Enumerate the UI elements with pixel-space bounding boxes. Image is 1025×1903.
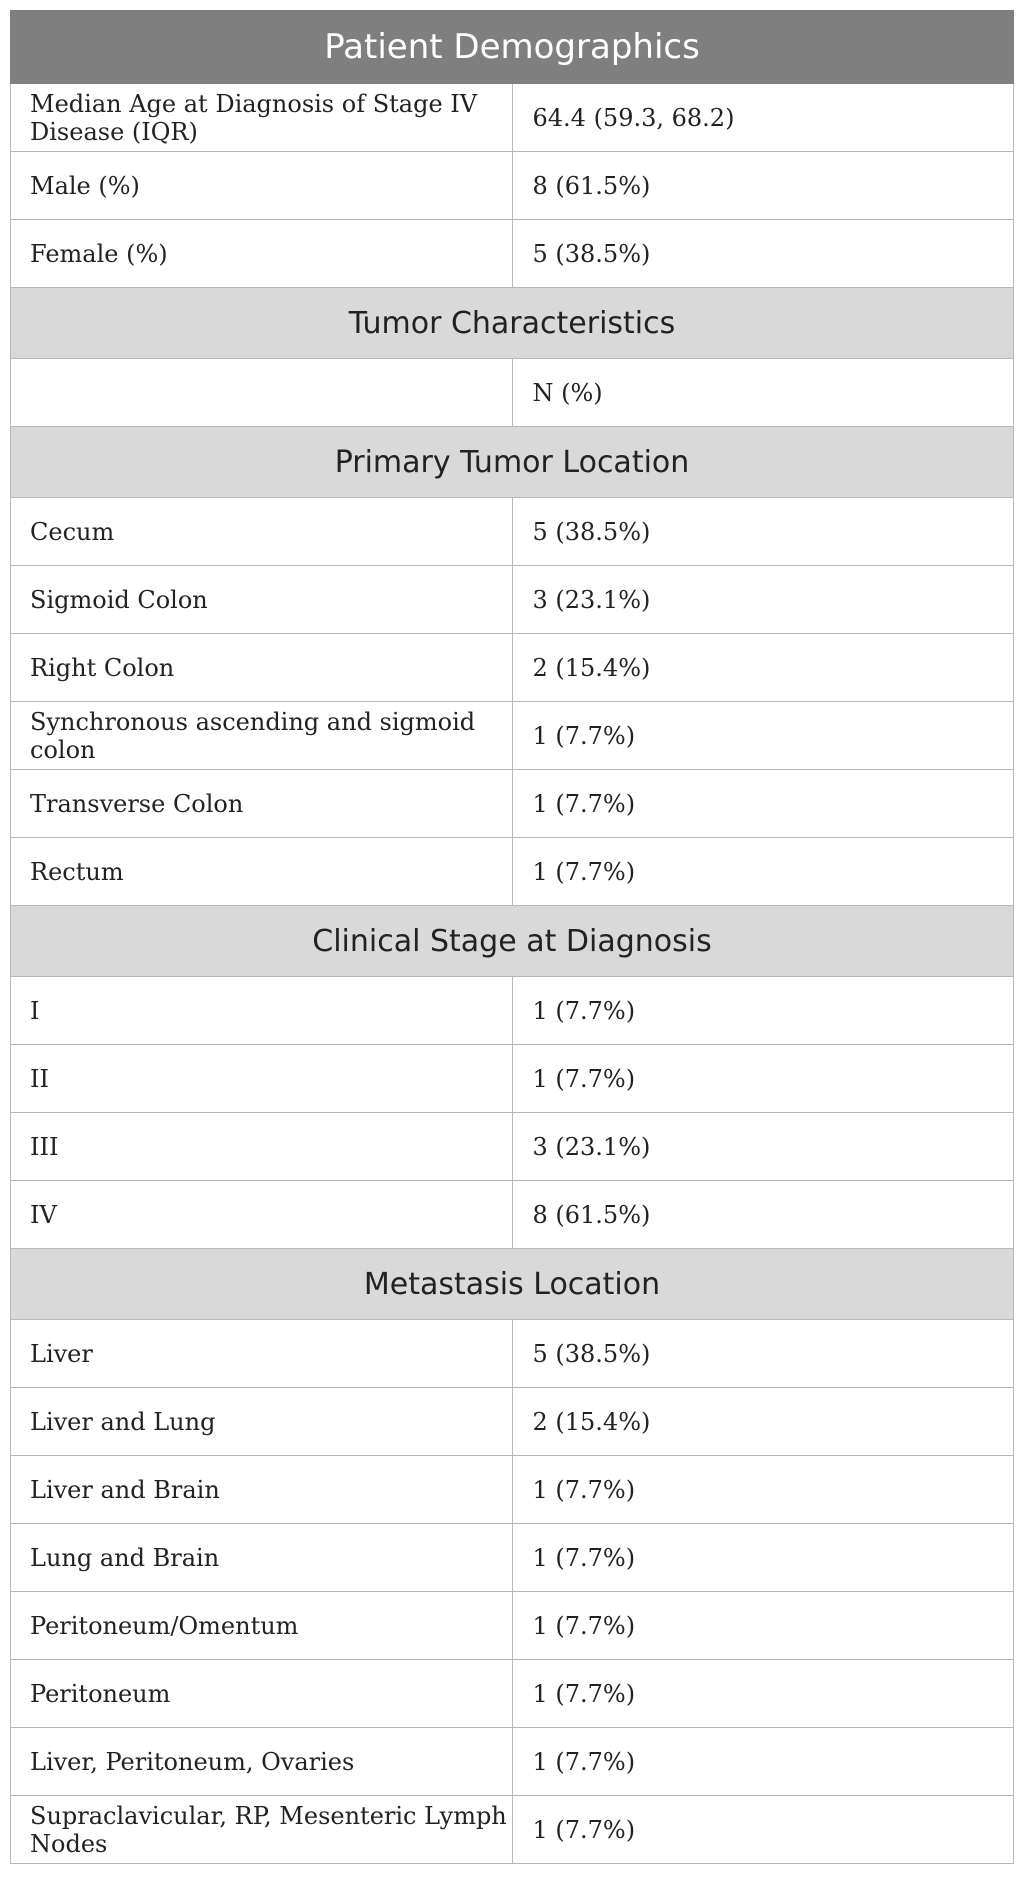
section-header-primary-tumor-location: Primary Tumor Location [11,427,1014,498]
table-row [11,1524,1014,1592]
row-label: Male (%) [11,152,513,220]
row-value: 1 (7.7%) [512,1796,1014,1864]
row-value: 1 (7.7%) [512,1524,1014,1592]
row-value: 1 (7.7%) [512,838,1014,906]
section-header-tumor-characteristics: Tumor Characteristics [11,288,1014,359]
table-title-row [11,11,1014,84]
row-value: 2 (15.4%) [512,1388,1014,1456]
table-row [11,566,1014,634]
row-label: Peritoneum/Omentum [11,1592,513,1660]
table-body [11,11,1014,1864]
row-label [11,359,513,427]
row-label: Liver, Peritoneum, Ovaries [11,1728,513,1796]
row-value: 1 (7.7%) [512,977,1014,1045]
table-row [11,1456,1014,1524]
row-value: 64.4 (59.3, 68.2) [512,84,1014,152]
row-label: Median Age at Diagnosis of Stage IV Disease (IQR) [11,84,513,152]
table-row [11,220,1014,288]
row-label: Right Colon [11,634,513,702]
table-row [11,977,1014,1045]
row-label: IV [11,1181,513,1249]
table-row [11,84,1014,152]
row-label: Female (%) [11,220,513,288]
row-value: 8 (61.5%) [512,1181,1014,1249]
demographics-table [10,10,1014,1864]
demographics-table-container [10,10,1014,1864]
table-row [11,1181,1014,1249]
table-row [11,1592,1014,1660]
row-label: Lung and Brain [11,1524,513,1592]
table-row [11,770,1014,838]
row-label: Peritoneum [11,1660,513,1728]
row-value: 5 (38.5%) [512,220,1014,288]
row-value: 8 (61.5%) [512,152,1014,220]
table-row [11,1045,1014,1113]
row-value: 1 (7.7%) [512,770,1014,838]
row-label: II [11,1045,513,1113]
row-value: 2 (15.4%) [512,634,1014,702]
section-header-row [11,288,1014,359]
table-row [11,359,1014,427]
section-header-row [11,1249,1014,1320]
table-row [11,152,1014,220]
row-value: 5 (38.5%) [512,1320,1014,1388]
row-value: 3 (23.1%) [512,566,1014,634]
row-value: 1 (7.7%) [512,1456,1014,1524]
table-row [11,1728,1014,1796]
row-label: Cecum [11,498,513,566]
table-row [11,1388,1014,1456]
table-row [11,838,1014,906]
row-value: 5 (38.5%) [512,498,1014,566]
column-header-value: N (%) [512,359,1014,427]
row-label: Liver and Lung [11,1388,513,1456]
row-value: 1 (7.7%) [512,1728,1014,1796]
table-row [11,634,1014,702]
table-row [11,702,1014,770]
row-label: Transverse Colon [11,770,513,838]
row-value: 1 (7.7%) [512,1045,1014,1113]
row-label: I [11,977,513,1045]
row-value: 1 (7.7%) [512,702,1014,770]
row-value: 1 (7.7%) [512,1660,1014,1728]
row-label: Rectum [11,838,513,906]
row-label: III [11,1113,513,1181]
row-label: Sigmoid Colon [11,566,513,634]
table-row [11,498,1014,566]
table-row [11,1796,1014,1864]
row-label: Liver and Brain [11,1456,513,1524]
table-row [11,1320,1014,1388]
table-row [11,1113,1014,1181]
row-label: Liver [11,1320,513,1388]
row-label: Supraclavicular, RP, Mesenteric Lymph Nodes [11,1796,513,1864]
table-title: Patient Demographics [11,11,1014,84]
section-header-metastasis-location: Metastasis Location [11,1249,1014,1320]
row-label: Synchronous ascending and sigmoid colon [11,702,513,770]
section-header-clinical-stage: Clinical Stage at Diagnosis [11,906,1014,977]
section-header-row [11,427,1014,498]
row-value: 3 (23.1%) [512,1113,1014,1181]
table-row [11,1660,1014,1728]
section-header-row [11,906,1014,977]
row-value: 1 (7.7%) [512,1592,1014,1660]
